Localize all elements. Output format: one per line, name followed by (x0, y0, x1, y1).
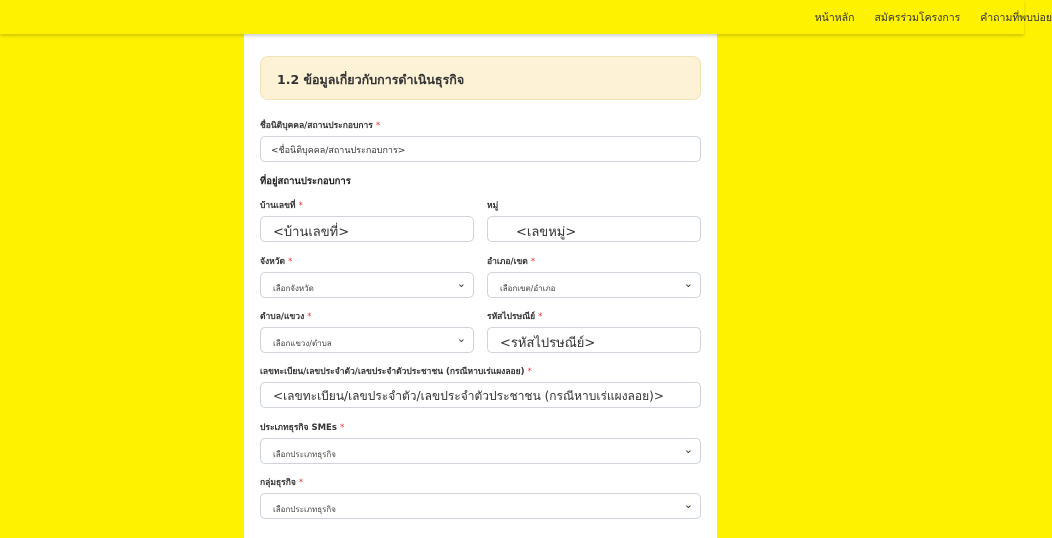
district-label: อำเภอ/เขต * (487, 257, 536, 267)
subdistrict-label: ตำบล/แขวง * (260, 312, 312, 322)
sme-type-select[interactable]: เลือกประเภทธุรกิจ ⌄ (260, 438, 701, 464)
chevron-down-icon: ⌄ (683, 498, 693, 511)
house-no-label: บ้านเลขที่ * (260, 201, 303, 211)
biz-group-select[interactable]: เลือกประเภทธุรกิจ ⌄ (260, 493, 701, 519)
province-label: จังหวัด * (260, 257, 293, 267)
chevron-down-icon: ⌄ (683, 443, 693, 456)
address-heading: ที่อยู่สถานประกอบการ (260, 176, 351, 187)
reg-no-input[interactable]: <เลขทะเบียน/เลขประจำตัว/เลขประจำตัวประชาชน (กรณีหาบเร่แผงลอย)> (260, 382, 701, 408)
section-title: 1.2 ข้อมูลเกี่ยวกับการดำเนินธุรกิจ (277, 72, 465, 87)
province-select[interactable]: เลือกจังหวัด ⌄ (260, 272, 474, 298)
top-navbar (0, 0, 1052, 34)
business-name-input[interactable]: <ชื่อนิติบุคคล/สถานประกอบการ> (260, 136, 701, 162)
business-name-label: ชื่อนิติบุคคล/สถานประกอบการ * (260, 121, 381, 131)
sme-type-label: ประเภทธุรกิจ SMEs * (260, 423, 345, 433)
chevron-down-icon: ⌄ (456, 277, 466, 290)
house-no-input[interactable]: <บ้านเลขที่> (260, 216, 474, 242)
chevron-down-icon: ⌄ (456, 332, 466, 345)
reg-no-label: เลขทะเบียน/เลขประจำตัว/เลขประจำตัวประชาชน (กรณีหาบเร่แผงลอย) * (260, 367, 532, 377)
moo-label: หมู่ (487, 201, 499, 211)
form-card (244, 34, 717, 538)
district-select[interactable]: เลือกเขต/อำเภอ ⌄ (487, 272, 701, 298)
main-nav (814, 9, 1052, 26)
chevron-down-icon: ⌄ (683, 277, 693, 290)
postcode-input[interactable]: <รหัสไปรษณีย์> (487, 327, 701, 353)
moo-input[interactable]: <เลขหมู่> (487, 216, 701, 242)
nav-faq-link[interactable]: คำถามที่พบบ่อย (980, 12, 1052, 24)
section-header (260, 56, 701, 100)
nav-join-link[interactable]: สมัครร่วมโครงการ (874, 12, 961, 24)
postcode-label: รหัสไปรษณีย์ * (487, 312, 543, 322)
nav-home-link[interactable]: หน้าหลัก (814, 12, 855, 24)
biz-group-label: กลุ่มธุรกิจ * (260, 478, 304, 488)
subdistrict-select[interactable]: เลือกแขวง/ตำบล ⌄ (260, 327, 474, 353)
